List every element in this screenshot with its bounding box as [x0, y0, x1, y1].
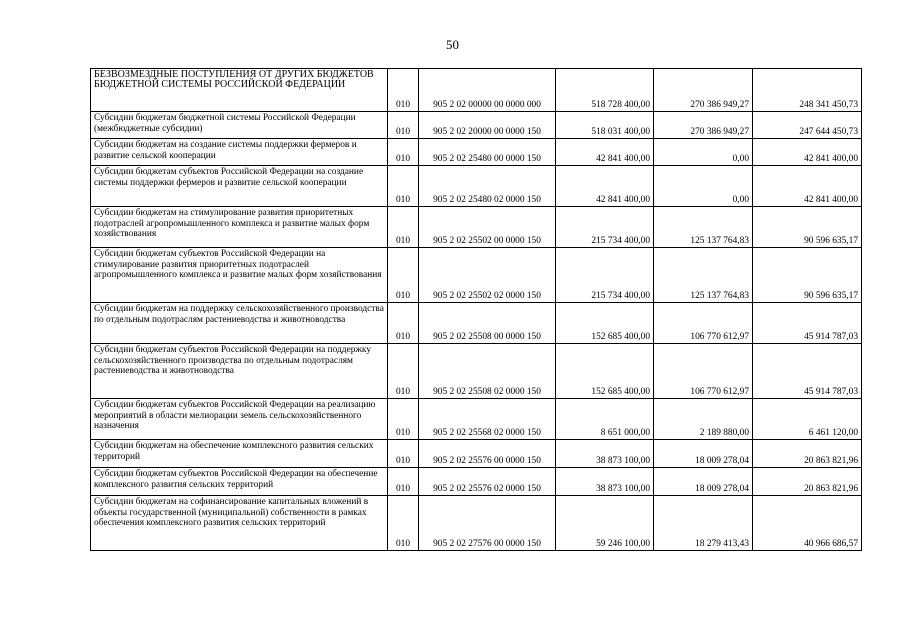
row-code: 010 [388, 496, 419, 551]
page-number: 50 [446, 37, 459, 52]
row-executed: 0,00 [654, 166, 753, 207]
row-name: Субсидии бюджетам субъектов Российской Федерации на обеспечение комплексного развития сельских территорий [91, 468, 388, 496]
row-executed: 18 279 413,43 [654, 496, 753, 551]
row-remaining: 6 461 120,00 [753, 399, 862, 440]
row-name: Субсидии бюджетам субъектов Российской Федерации на создание системы поддержки фермеров и развитие сельской кооперации [91, 166, 388, 207]
row-name: Субсидии бюджетам на софинансирование капитальных вложений в объекты государственной (муниципальной) собственности в рамках обеспечения комплексного развития сельских территорий [91, 496, 388, 551]
row-code: 010 [388, 248, 419, 303]
row-code: 010 [388, 69, 419, 112]
row-executed: 125 137 764,83 [654, 207, 753, 248]
row-code: 010 [388, 166, 419, 207]
table-row [91, 468, 862, 496]
row-executed: 18 009 278,04 [654, 468, 753, 496]
row-kbk: 905 2 02 25508 00 0000 150 [419, 303, 556, 344]
row-name: Субсидии бюджетам субъектов Российской Федерации на реализацию мероприятий в области мелиорации земель сельскохозяйственного назначения [91, 399, 388, 440]
row-remaining: 42 841 400,00 [753, 139, 862, 166]
row-executed: 106 770 612,97 [654, 303, 753, 344]
table-row [91, 69, 862, 112]
row-kbk: 905 2 02 27576 00 0000 150 [419, 496, 556, 551]
row-name: Субсидии бюджетам бюджетной системы Российской Федерации (межбюджетные субсидии) [91, 112, 388, 139]
row-approved: 215 734 400,00 [556, 207, 654, 248]
table-row [91, 207, 862, 248]
row-kbk: 905 2 02 25576 00 0000 150 [419, 440, 556, 468]
row-executed: 2 189 880,00 [654, 399, 753, 440]
row-code: 010 [388, 112, 419, 139]
row-executed: 270 386 949,27 [654, 69, 753, 112]
row-remaining: 247 644 450,73 [753, 112, 862, 139]
table-row [91, 303, 862, 344]
table-row [91, 166, 862, 207]
row-approved: 518 728 400,00 [556, 69, 654, 112]
row-kbk: 905 2 02 00000 00 0000 000 [419, 69, 556, 112]
row-approved: 38 873 100,00 [556, 440, 654, 468]
table-row [91, 139, 862, 166]
row-remaining: 248 341 450,73 [753, 69, 862, 112]
row-kbk: 905 2 02 25502 00 0000 150 [419, 207, 556, 248]
row-code: 010 [388, 207, 419, 248]
table-row [91, 399, 862, 440]
row-kbk: 905 2 02 25576 02 0000 150 [419, 468, 556, 496]
row-kbk: 905 2 02 25480 00 0000 150 [419, 139, 556, 166]
table-row [91, 112, 862, 139]
row-approved: 42 841 400,00 [556, 166, 654, 207]
row-remaining: 90 596 635,17 [753, 207, 862, 248]
row-name: Субсидии бюджетам на поддержку сельскохозяйственного производства по отдельным подотраслям растениеводства и животноводства [91, 303, 388, 344]
row-approved: 518 031 400,00 [556, 112, 654, 139]
row-remaining: 42 841 400,00 [753, 166, 862, 207]
row-name: Субсидии бюджетам на стимулирование развития приоритетных подотраслей агропромышленного комплекса и развитие малых форм хозяйствования [91, 207, 388, 248]
row-executed: 270 386 949,27 [654, 112, 753, 139]
table-row [91, 344, 862, 399]
row-name: Субсидии бюджетам на создание системы поддержки фермеров и развитие сельской кооперации [91, 139, 388, 166]
row-remaining: 40 966 686,57 [753, 496, 862, 551]
row-name: Субсидии бюджетам на обеспечение комплексного развития сельских территорий [91, 440, 388, 468]
budget-table [90, 68, 862, 551]
row-code: 010 [388, 440, 419, 468]
row-approved: 8 651 000,00 [556, 399, 654, 440]
row-remaining: 90 596 635,17 [753, 248, 862, 303]
row-kbk: 905 2 02 25568 02 0000 150 [419, 399, 556, 440]
row-executed: 106 770 612,97 [654, 344, 753, 399]
row-kbk: 905 2 02 20000 00 0000 150 [419, 112, 556, 139]
row-code: 010 [388, 399, 419, 440]
row-approved: 152 685 400,00 [556, 344, 654, 399]
row-kbk: 905 2 02 25502 02 0000 150 [419, 248, 556, 303]
row-name: Субсидии бюджетам субъектов Российской Федерации на поддержку сельскохозяйственного производства по отдельным подотраслям растениеводства и животноводства [91, 344, 388, 399]
table-row [91, 496, 862, 551]
row-kbk: 905 2 02 25508 02 0000 150 [419, 344, 556, 399]
table-row [91, 440, 862, 468]
row-remaining: 45 914 787,03 [753, 303, 862, 344]
row-approved: 59 246 100,00 [556, 496, 654, 551]
row-code: 010 [388, 468, 419, 496]
row-remaining: 20 863 821,96 [753, 468, 862, 496]
row-name: Субсидии бюджетам субъектов Российской Федерации на стимулирование развития приоритетных подотраслей агропромышленного комплекса и развитие малых форм хозяйствования [91, 248, 388, 303]
row-remaining: 20 863 821,96 [753, 440, 862, 468]
row-kbk: 905 2 02 25480 02 0000 150 [419, 166, 556, 207]
row-executed: 125 137 764,83 [654, 248, 753, 303]
row-name: БЕЗВОЗМЕЗДНЫЕ ПОСТУПЛЕНИЯ ОТ ДРУГИХ БЮДЖЕТОВ БЮДЖЕТНОЙ СИСТЕМЫ РОССИЙСКОЙ ФЕДЕРАЦИИ [91, 69, 388, 112]
row-remaining: 45 914 787,03 [753, 344, 862, 399]
row-executed: 0,00 [654, 139, 753, 166]
table-row [91, 248, 862, 303]
row-executed: 18 009 278,04 [654, 440, 753, 468]
row-approved: 42 841 400,00 [556, 139, 654, 166]
row-approved: 215 734 400,00 [556, 248, 654, 303]
row-code: 010 [388, 344, 419, 399]
row-approved: 38 873 100,00 [556, 468, 654, 496]
row-code: 010 [388, 139, 419, 166]
row-approved: 152 685 400,00 [556, 303, 654, 344]
row-code: 010 [388, 303, 419, 344]
